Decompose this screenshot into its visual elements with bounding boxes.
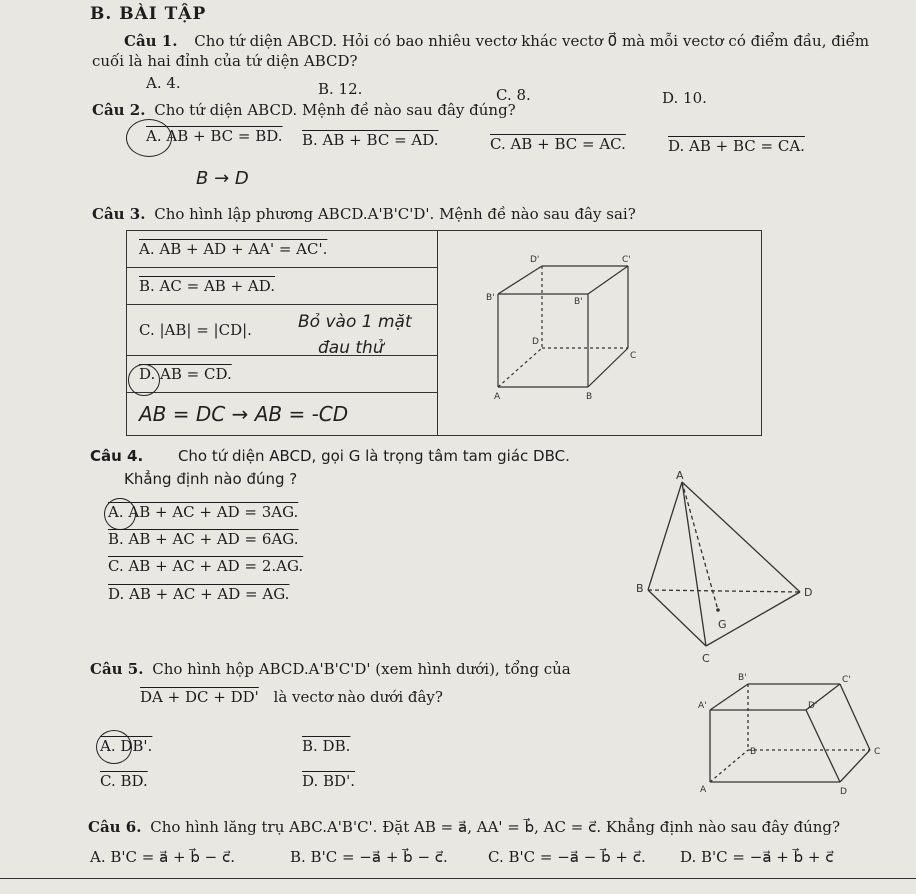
q2-option-c: C. AB + BC = AC. bbox=[490, 135, 626, 153]
q6-option-c: C. B'C = −a⃗ − b⃗ + c⃗. bbox=[488, 848, 646, 866]
q5-label-a: A bbox=[700, 785, 707, 795]
q5-option-d: D. BD'. bbox=[302, 772, 355, 790]
q2-label: Câu 2. bbox=[92, 101, 146, 119]
q6-option-d: D. B'C = −a⃗ + b⃗ + c⃗ bbox=[680, 848, 834, 866]
q5-answer-circle bbox=[96, 730, 132, 764]
q4-label-c: C bbox=[702, 652, 710, 665]
q4-option-d: D. AB + AC + AD = AG. bbox=[108, 585, 290, 603]
q1-option-b: B. 12. bbox=[318, 80, 363, 98]
bottom-rule bbox=[0, 878, 916, 879]
q3-label-dprime: D' bbox=[530, 255, 540, 265]
q3-label-bprime1: B' bbox=[486, 293, 495, 303]
q3-label-b: B bbox=[586, 392, 593, 402]
q3-option-d: D. AB = CD. bbox=[139, 365, 232, 383]
q3-cell-work bbox=[127, 393, 438, 436]
q6-line bbox=[88, 818, 840, 836]
q5-label-c: C bbox=[874, 747, 881, 757]
q1-line1 bbox=[124, 32, 869, 50]
q4-tetrahedron-figure bbox=[634, 470, 834, 670]
q5-label-dprime: D' bbox=[808, 701, 818, 711]
q5-label: Câu 5. bbox=[90, 660, 144, 678]
q3-hand-work: AB = DC → AB = -CD bbox=[139, 402, 349, 426]
q2-line bbox=[92, 101, 516, 119]
q5-label-cprime: C' bbox=[842, 675, 851, 685]
section-title: B. BÀI TẬP bbox=[90, 4, 207, 24]
q1-option-c: C. 8. bbox=[496, 86, 531, 104]
q3-label: Câu 3. bbox=[92, 205, 146, 223]
q4-label-d: D bbox=[804, 586, 813, 599]
q4-label-a: A bbox=[676, 470, 684, 482]
q3-label-d: D bbox=[532, 337, 539, 347]
q5-box-figure bbox=[690, 670, 890, 800]
q4-option-c: C. AB + AC + AD = 2.AG. bbox=[108, 557, 304, 575]
q4-label-b: B bbox=[636, 582, 644, 595]
q3-label-cprime: C' bbox=[622, 255, 631, 265]
q5-line2 bbox=[140, 688, 443, 706]
q2-scribble: B → D bbox=[196, 168, 249, 189]
q5-label-aprime: A' bbox=[698, 701, 707, 711]
q5-option-c: C. BD. bbox=[100, 772, 148, 790]
q3-hand-note2: đau thử bbox=[318, 338, 384, 358]
q5-text2: là vectơ nào dưới đây? bbox=[273, 688, 443, 706]
q3-option-a: A. AB + AD + AA' = AC'. bbox=[139, 240, 328, 258]
q5-text: Cho hình hộp ABCD.A'B'C'D' (xem hình dưới), tổng của bbox=[152, 660, 571, 678]
q4-answer-circle bbox=[104, 498, 136, 530]
q2-option-b: B. AB + BC = AD. bbox=[302, 131, 439, 149]
q1-label: Câu 1. bbox=[124, 32, 178, 50]
q6-text: Cho hình lăng trụ ABC.A'B'C'. Đặt AB = a⃗, AA' = b⃗, AC = c⃗. Khẳng định nào sau đây đúng? bbox=[150, 818, 841, 836]
q5-line bbox=[90, 660, 571, 678]
q5-option-a: A. DB'. bbox=[100, 737, 153, 755]
q2-text: Cho tứ diện ABCD. Mệnh đề nào sau đây đúng? bbox=[154, 101, 516, 119]
q3-label-a: A bbox=[494, 392, 501, 402]
q3-cube-figure bbox=[470, 252, 670, 422]
q3-line bbox=[92, 205, 636, 223]
q4-text: Cho tứ diện ABCD, gọi G là trọng tâm tam giác DBC. bbox=[177, 447, 570, 465]
q3-text: Cho hình lập phương ABCD.A'B'C'D'. Mệnh đề nào sau đây sai? bbox=[154, 205, 636, 223]
q2-option-a: A. AB + BC = BD. bbox=[146, 127, 283, 145]
q4-label: Câu 4. bbox=[90, 447, 144, 465]
q1-option-d: D. 10. bbox=[662, 89, 707, 107]
q3-answer-circle bbox=[128, 364, 160, 396]
q1-text2: cuối là hai đỉnh của tứ diện ABCD? bbox=[92, 52, 358, 70]
q3-hand-note1: Bỏ vào 1 mặt bbox=[298, 312, 412, 332]
q4-prompt: Khẳng định nào đúng ? bbox=[124, 470, 298, 488]
q6-option-b: B. B'C = −a⃗ + b⃗ − c⃗. bbox=[290, 848, 448, 866]
q3-option-b: B. AC = AB + AD. bbox=[139, 277, 276, 295]
q3-cell-a bbox=[127, 231, 438, 268]
q6-option-a: A. B'C = a⃗ + b⃗ − c⃗. bbox=[90, 848, 236, 866]
q6-label: Câu 6. bbox=[88, 818, 142, 836]
q3-cell-d bbox=[127, 356, 438, 393]
q4-option-a: A. AB + AC + AD = 3AG. bbox=[108, 503, 299, 521]
q5-label-b: B bbox=[750, 747, 757, 757]
q4-line bbox=[90, 447, 570, 465]
q5-label-bprime: B' bbox=[738, 673, 747, 683]
q4-label-g: G bbox=[718, 618, 727, 631]
q5-label-d: D bbox=[840, 787, 847, 797]
q3-option-c: C. |AB| = |CD|. bbox=[139, 321, 252, 339]
q2-answer-circle bbox=[126, 119, 172, 157]
q1-option-a: A. 4. bbox=[146, 74, 181, 92]
q1-text1: Cho tứ diện ABCD. Hỏi có bao nhiêu vectơ khác vectơ 0⃗ mà mỗi vectơ có điểm đầu, điểm bbox=[194, 32, 870, 50]
q4-option-b: B. AB + AC + AD = 6AG. bbox=[108, 530, 299, 548]
q5-option-b: B. DB. bbox=[302, 737, 351, 755]
q3-label-c: C bbox=[630, 351, 637, 361]
q3-cell-b bbox=[127, 268, 438, 305]
q2-option-d: D. AB + BC = CA. bbox=[668, 137, 805, 155]
q3-label-bprime2: B' bbox=[574, 297, 583, 307]
q5-expr: DA + DC + DD' bbox=[140, 688, 259, 706]
